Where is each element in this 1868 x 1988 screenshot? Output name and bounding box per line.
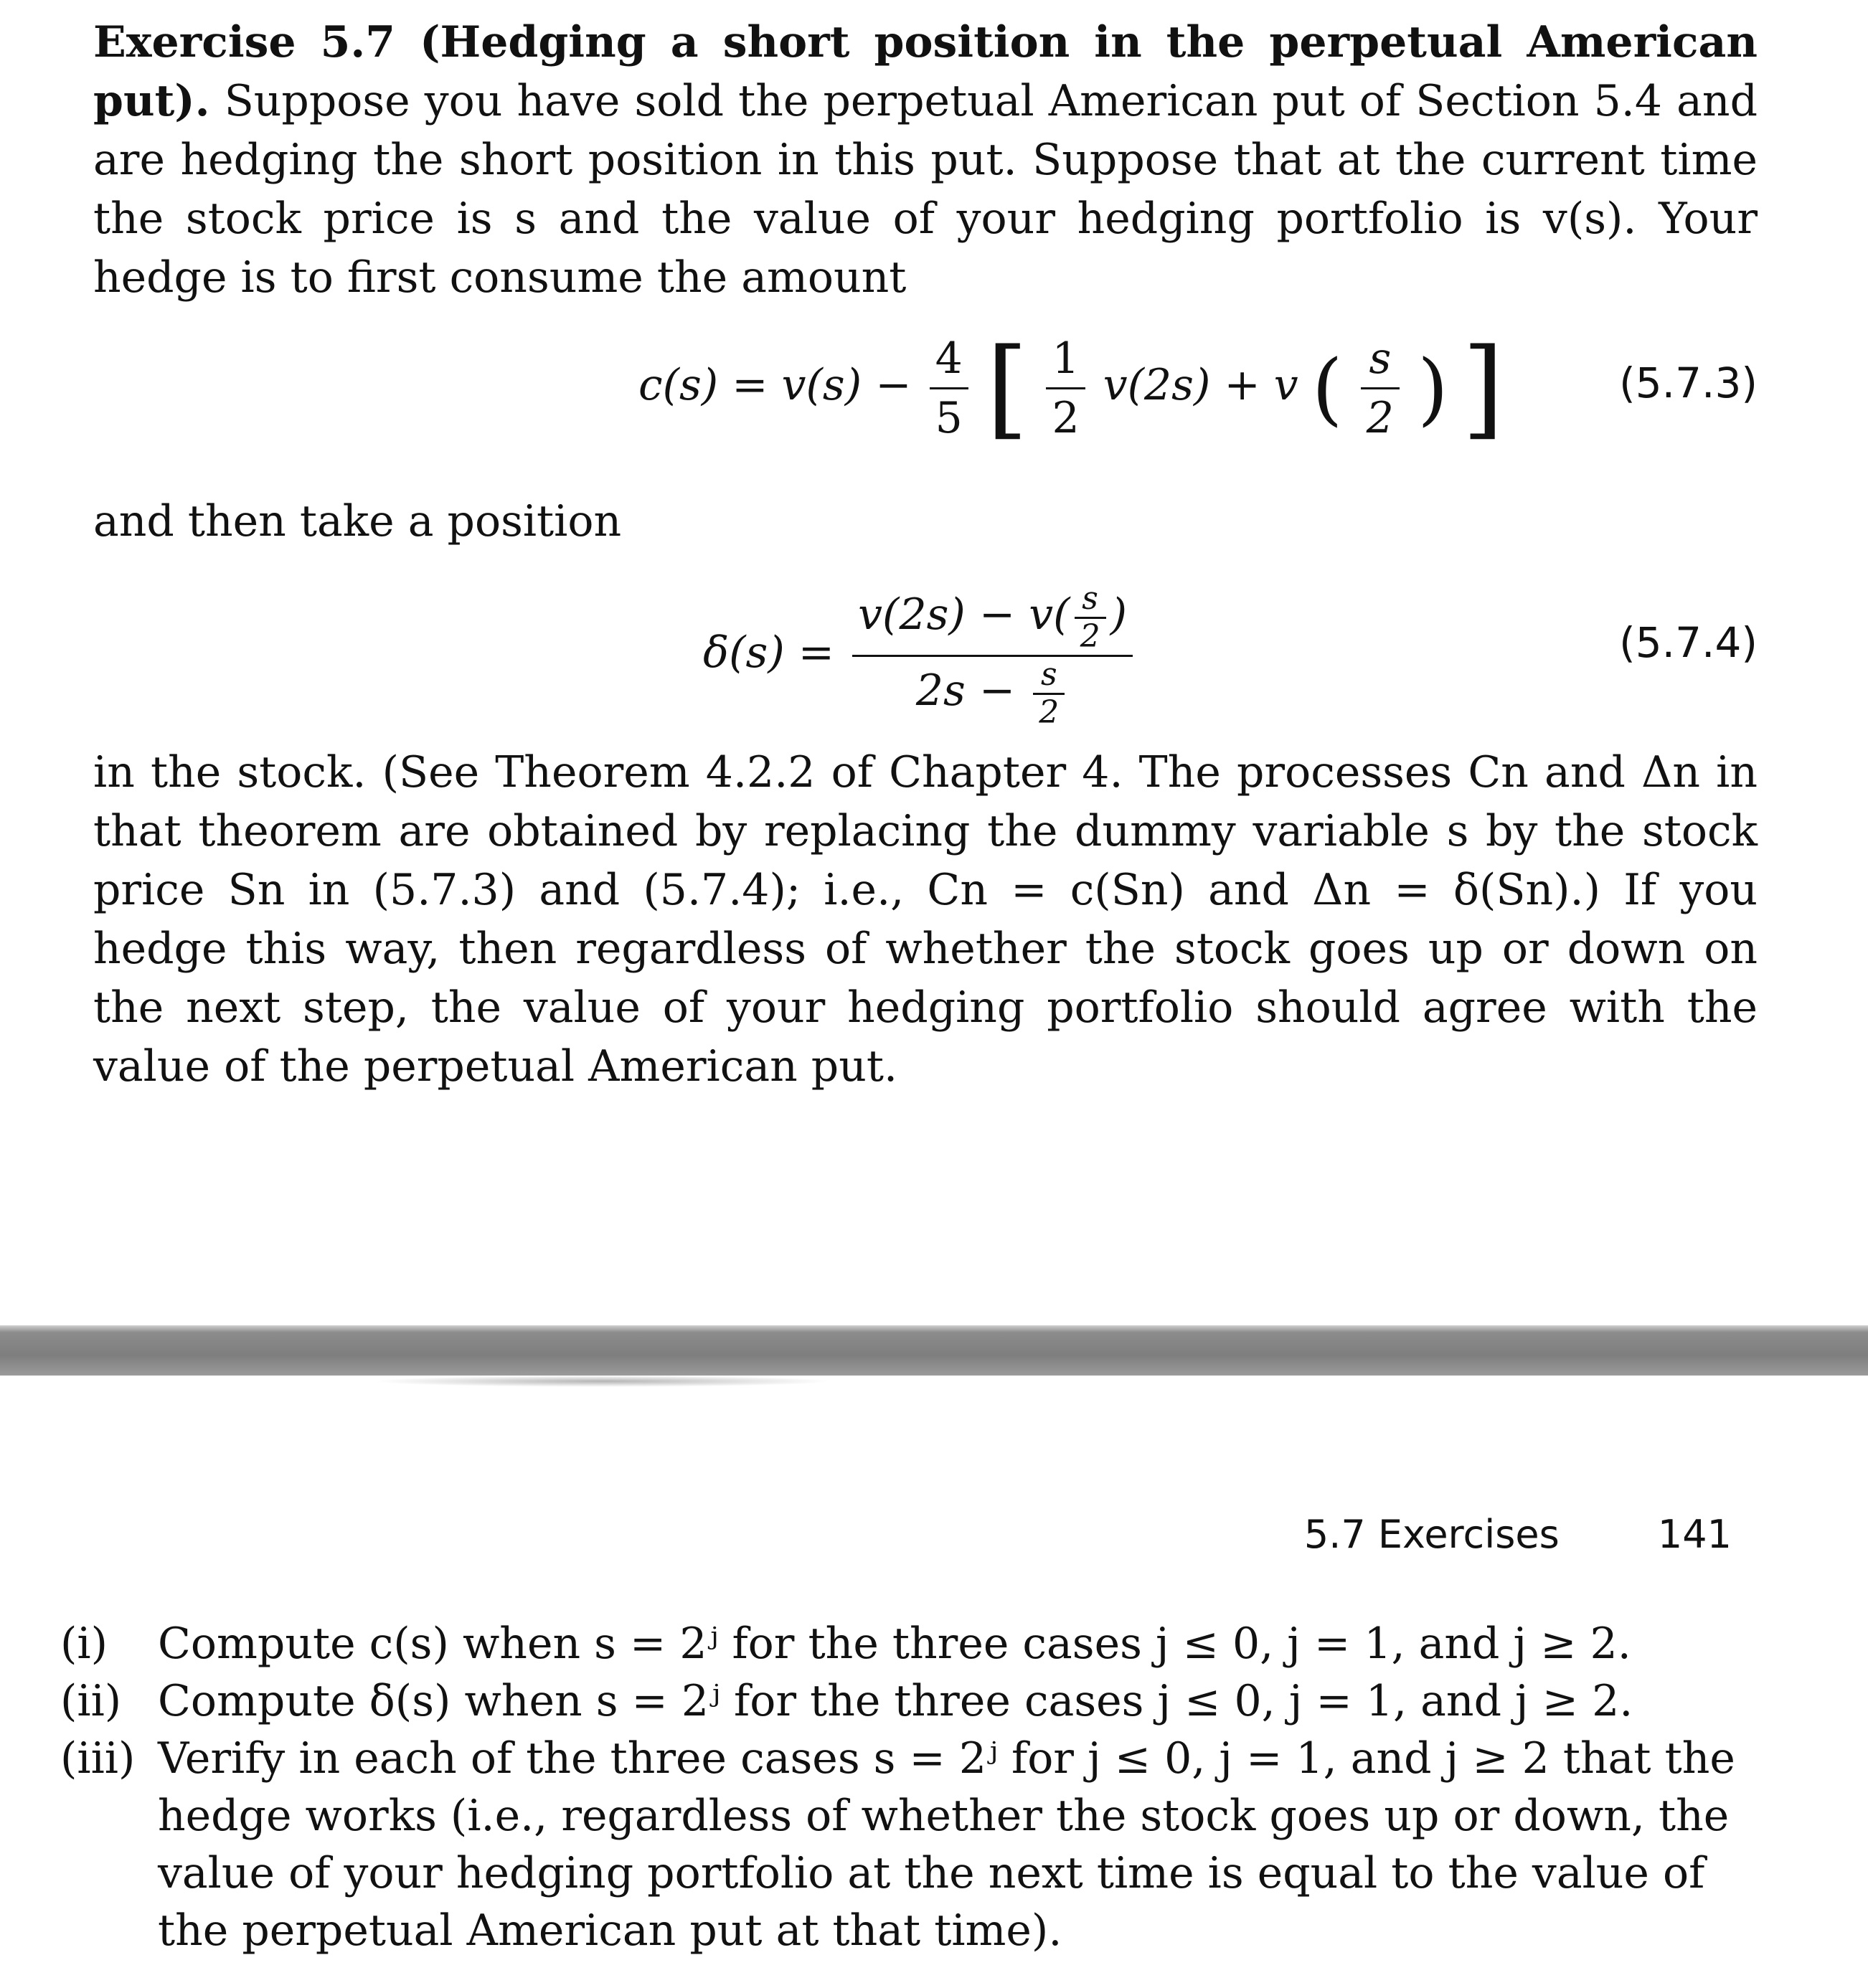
equation-5-7-4-body <box>703 581 1137 731</box>
equation-number-5-7-4: (5.7.4) <box>1619 618 1758 667</box>
eq2-numerator <box>852 581 1133 657</box>
eq2-fraction <box>852 581 1133 731</box>
eq1-term: v(2s) + v <box>1103 360 1298 411</box>
eq1-half <box>1046 330 1085 447</box>
eq2-lhs: δ(s) = <box>703 628 835 678</box>
eq1-open-bracket: [ <box>986 326 1029 451</box>
equation-number-5-7-3: (5.7.3) <box>1619 359 1758 407</box>
after-equations-paragraph: in the stock. (See Theorem 4.2.2 of Chapter 4. The processes Cn and Δn in that theorem are obtained by replacing the dummy variable s by the stock price Sn in (5.7.3) and (5.7.4); i.e., Cn = c(Sn) and Δn = δ(Sn).) If you hedge this way, then regardless of whether the stock goes up or down on the next step, the value of your hedging portfolio should agree with the value of the perpetual American put. <box>93 747 1758 1092</box>
eq1-half-numerator: 1 <box>1046 330 1085 389</box>
exercise-intro-text: Suppose you have sold the perpetual American put of Section 5.4 and are hedging the short position in this put. Suppose that at the current time the stock price is s and the value of your hedging portfolio is v(s). Your hedge is to first consume the amount <box>93 76 1758 303</box>
item-text: Verify in each of the three cases s = 2ʲ for j ≤ 0, j = 1, and j ≥ 2 that the hedge works (i.e., regardless of whether the stock goes up or down, the value of your hedging portfolio at the next time is equal to the value of the perpetual American put at that time). <box>158 1733 1735 1956</box>
eq1-coef-numerator: 4 <box>930 330 968 389</box>
page-break-divider <box>0 1325 1868 1376</box>
eq2-denominator <box>852 657 1133 731</box>
between-equations-text: and then take a position <box>93 496 622 546</box>
eq1-lhs: c(s) = v(s) − <box>638 360 912 411</box>
page-number: 141 <box>1657 1512 1732 1557</box>
eq1-arg-denominator: 2 <box>1366 393 1394 443</box>
eq1-argument <box>1361 330 1400 447</box>
exercise-items-list <box>60 1615 1753 1959</box>
running-head-section: 5.7 Exercises <box>1303 1512 1560 1557</box>
eq2-numerator-fraction <box>1075 581 1106 655</box>
page-break-shadow <box>373 1376 832 1387</box>
eq1-coef-denominator: 5 <box>935 393 963 443</box>
eq1-coefficient <box>930 330 968 447</box>
exercise-intro-paragraph <box>93 13 1758 307</box>
item-label: (i) <box>60 1619 108 1669</box>
item-text: Compute c(s) when s = 2ʲ for the three cases j ≤ 0, j = 1, and j ≥ 2. <box>158 1619 1631 1669</box>
eq2-den-frac-numerator: s <box>1033 657 1065 695</box>
eq2-num-frac-numerator: s <box>1075 581 1106 619</box>
eq1-close-bracket: ] <box>1462 326 1504 451</box>
eq1-arg-numerator: s <box>1361 330 1400 389</box>
eq1-half-denominator: 2 <box>1052 393 1080 443</box>
exercise-heading: Exercise 5.7 (Hedging a short position in the perpetual American put). <box>93 17 1758 126</box>
exercise-item <box>60 1615 1753 1672</box>
eq1-open-paren: ( <box>1311 342 1343 435</box>
exercise-item <box>60 1730 1753 1959</box>
eq2-denominator-fraction <box>1033 657 1065 731</box>
eq2-numerator-close: ) <box>1110 590 1127 640</box>
item-label: (ii) <box>60 1676 122 1726</box>
eq2-num-frac-denominator: 2 <box>1080 618 1100 655</box>
item-label: (iii) <box>60 1733 136 1784</box>
eq2-denominator-text: 2s − <box>915 666 1016 716</box>
exercise-item <box>60 1672 1753 1730</box>
equation-5-7-4 <box>93 580 1758 731</box>
eq2-den-frac-denominator: 2 <box>1039 694 1060 731</box>
eq2-numerator-text: v(2s) − v( <box>858 590 1070 640</box>
item-text: Compute δ(s) when s = 2ʲ for the three cases j ≤ 0, j = 1, and j ≥ 2. <box>158 1676 1633 1726</box>
running-head <box>1304 1512 1732 1557</box>
equation-5-7-3-body <box>638 326 1504 451</box>
equation-5-7-3 <box>93 326 1758 459</box>
eq1-close-paren: ) <box>1417 342 1448 435</box>
